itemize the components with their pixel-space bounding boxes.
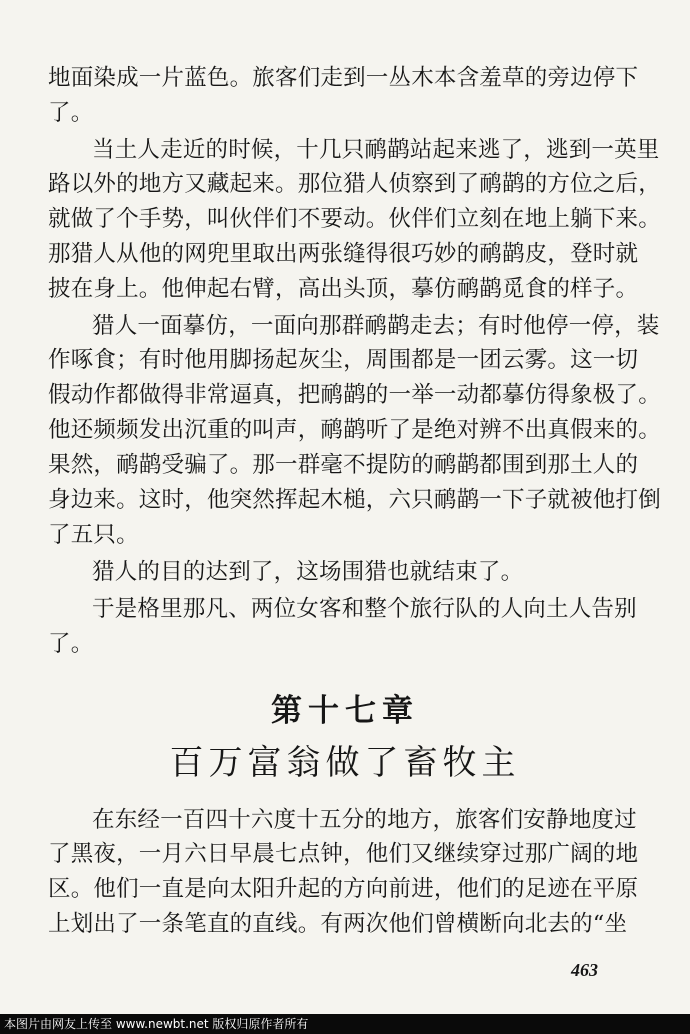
text-line: 果然，鸸鹋受骗了。那一群毫不提防的鸸鹋都围到那土人的	[48, 452, 639, 478]
text-line: 披在身上。他伸起右臂，高出头顶，摹仿鸸鹋觅食的样子。	[48, 276, 639, 302]
text-line: 就做了个手势，叫伙伴们不要动。伙伴们立刻在地上躺下来。	[48, 206, 661, 232]
text-line: 作啄食；有时他用脚扬起灰尘，周围都是一团云雾。这一切	[48, 347, 639, 373]
text-line: 在东经一百四十六度十五分的地方，旅客们安静地度过	[92, 807, 637, 833]
text-line: 区。他们一直是向太阳升起的方向前进，他们的足迹在平原	[48, 876, 639, 902]
text-line: 他还频频发出沉重的叫声，鸸鹋听了是绝对辨不出真假来的。	[48, 417, 661, 443]
watermark-bar: 本图片由网友上传至 www.newbt.net 版权归原作者所有	[0, 1014, 690, 1034]
text-line: 了。	[48, 100, 94, 126]
text-line: 了黑夜，一月六日早晨七点钟，他们又继续穿过那广阔的地	[48, 841, 639, 867]
text-line: 猎人一面摹仿，一面向那群鸸鹋走去；有时他停一停，装	[92, 313, 660, 339]
text-line: 那猎人从他的网兜里取出两张缝得很巧妙的鸸鹋皮，登时就	[48, 241, 639, 267]
text-line: 路以外的地方又藏起来。那位猎人侦察到了鸸鹋的方位之后，	[48, 171, 661, 197]
text-line: 了。	[48, 631, 94, 657]
chapter-number: 第十七章	[271, 693, 419, 729]
text-line: 身边来。这时，他突然挥起木槌，六只鸸鹋一下子就被他打倒	[48, 487, 661, 513]
text-line: 假动作都做得非常逼真，把鸸鹋的一举一动都摹仿得象极了。	[48, 382, 661, 408]
page-number: 463	[571, 960, 598, 980]
text-line: 于是格里那凡、两位女客和整个旅行队的人向土人告别	[92, 596, 637, 622]
text-line: 了五只。	[48, 522, 139, 548]
text-line: 当土人走近的时候，十几只鸸鹋站起来逃了，逃到一英里	[92, 137, 660, 163]
chapter-title: 百万富翁做了畜牧主	[169, 743, 521, 783]
text-line: 猎人的目的达到了，这场围猎也就结束了。	[92, 559, 524, 585]
text-line: 地面染成一片蓝色。旅客们走到一丛木本含羞草的旁边停下	[48, 65, 639, 91]
text-line: 上划出了一条笔直的直线。有两次他们曾横断向北去的“坐	[48, 911, 628, 937]
